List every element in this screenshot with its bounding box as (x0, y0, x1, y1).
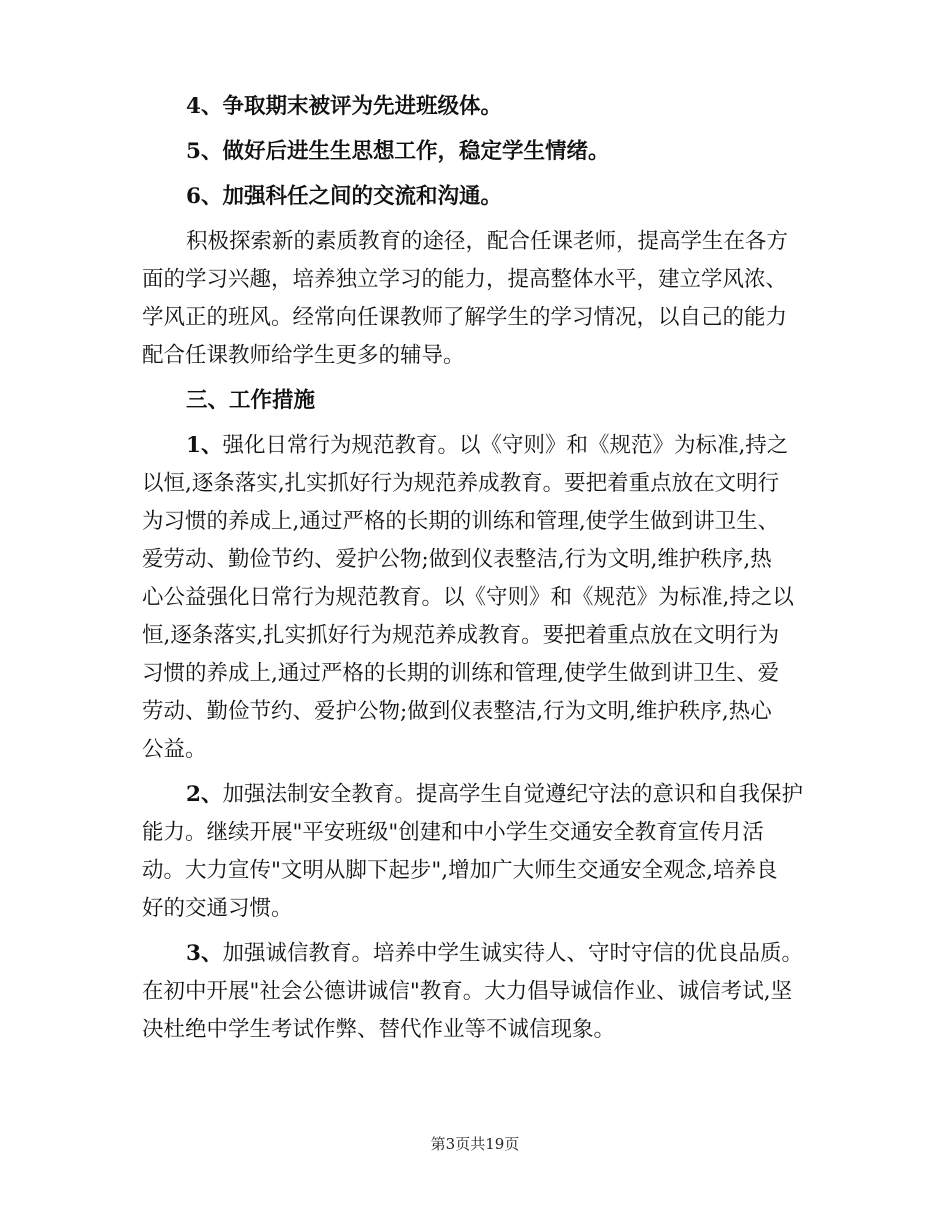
paragraph-line (142, 776, 810, 814)
paragraph-line: 面的学习兴趣，培养独立学习的能力，提高整体水平，建立学风浓、 (142, 267, 788, 292)
measure-2-paragraph (142, 776, 810, 928)
measure-text: 强化日常行为规范教育。以《守则》和《规范》为标准,持之 (222, 433, 789, 458)
paragraph-line (142, 935, 810, 973)
paragraph-line: 学风正的班风。经常向任课教师了解学生的学习情况，以自己的能力 (142, 305, 788, 330)
measure-number: 1、 (186, 433, 223, 458)
measure-number: 2、 (186, 782, 223, 807)
section-heading: 三、工作措施 (186, 388, 316, 413)
paragraph-line: 以恒,逐条落实,扎实抓好行为规范养成教育。要把着重点放在文明行 (142, 471, 780, 496)
paragraph-line: 配合任课教师给学生更多的辅导。 (142, 343, 465, 368)
list-item-5: 5、做好后进生生思想工作，稳定学生情绪。 (186, 139, 610, 164)
page-number: 第3页共19页 (430, 1135, 520, 1153)
paragraph-quality-education (142, 223, 810, 375)
list-item-4: 4、争取期末被评为先进班级体。 (186, 94, 502, 119)
paragraph-line (142, 427, 810, 465)
measure-text: 加强诚信教育。培养中学生诚实待人、守时守信的优良品质。 (222, 941, 803, 966)
paragraph-line: 在初中开展"社会公德讲诚信"教育。大力倡导诚信作业、诚信考试,坚 (142, 979, 793, 1004)
paragraph-line: 公益。 (142, 737, 207, 762)
paragraph-line: 动。大力宣传"文明从脚下起步",增加广大师生交通安全观念,培养良 (142, 858, 778, 883)
document-body (142, 88, 810, 1056)
paragraph-line: 心公益强化日常行为规范教育。以《守则》和《规范》为标准,持之以 (142, 585, 794, 610)
list-item-6: 6、加强科任之间的交流和沟通。 (186, 184, 502, 209)
paragraph-line: 为习惯的养成上,通过严格的长期的训练和管理,使学生做到讲卫生、 (142, 509, 780, 534)
paragraph-line: 劳动、勤俭节约、爱护公物;做到仪表整洁,行为文明,维护秩序,热心 (142, 699, 772, 724)
paragraph-line: 决杜绝中学生考试作弊、替代作业等不诚信现象。 (142, 1017, 616, 1042)
paragraph-line: 恒,逐条落实,扎实抓好行为规范养成教育。要把着重点放在文明行为 (142, 623, 780, 648)
measure-1-paragraph (142, 427, 810, 769)
paragraph-line: 积极探索新的素质教育的途径，配合任课老师，提高学生在各方 (186, 229, 789, 254)
paragraph-line: 好的交通习惯。 (142, 896, 293, 921)
measure-number: 3、 (186, 941, 223, 966)
measure-text: 加强法制安全教育。提高学生自觉遵纪守法的意识和自我保护 (222, 782, 803, 807)
measure-3-paragraph (142, 935, 810, 1049)
paragraph-line: 能力。继续开展"平安班级"创建和中小学生交通安全教育宣传月活 (142, 820, 764, 845)
paragraph-line: 习惯的养成上,通过严格的长期的训练和管理,使学生做到讲卫生、爱 (142, 661, 780, 686)
paragraph-line: 爱劳动、勤俭节约、爱护公物;做到仪表整洁,行为文明,维护秩序,热 (142, 547, 772, 572)
